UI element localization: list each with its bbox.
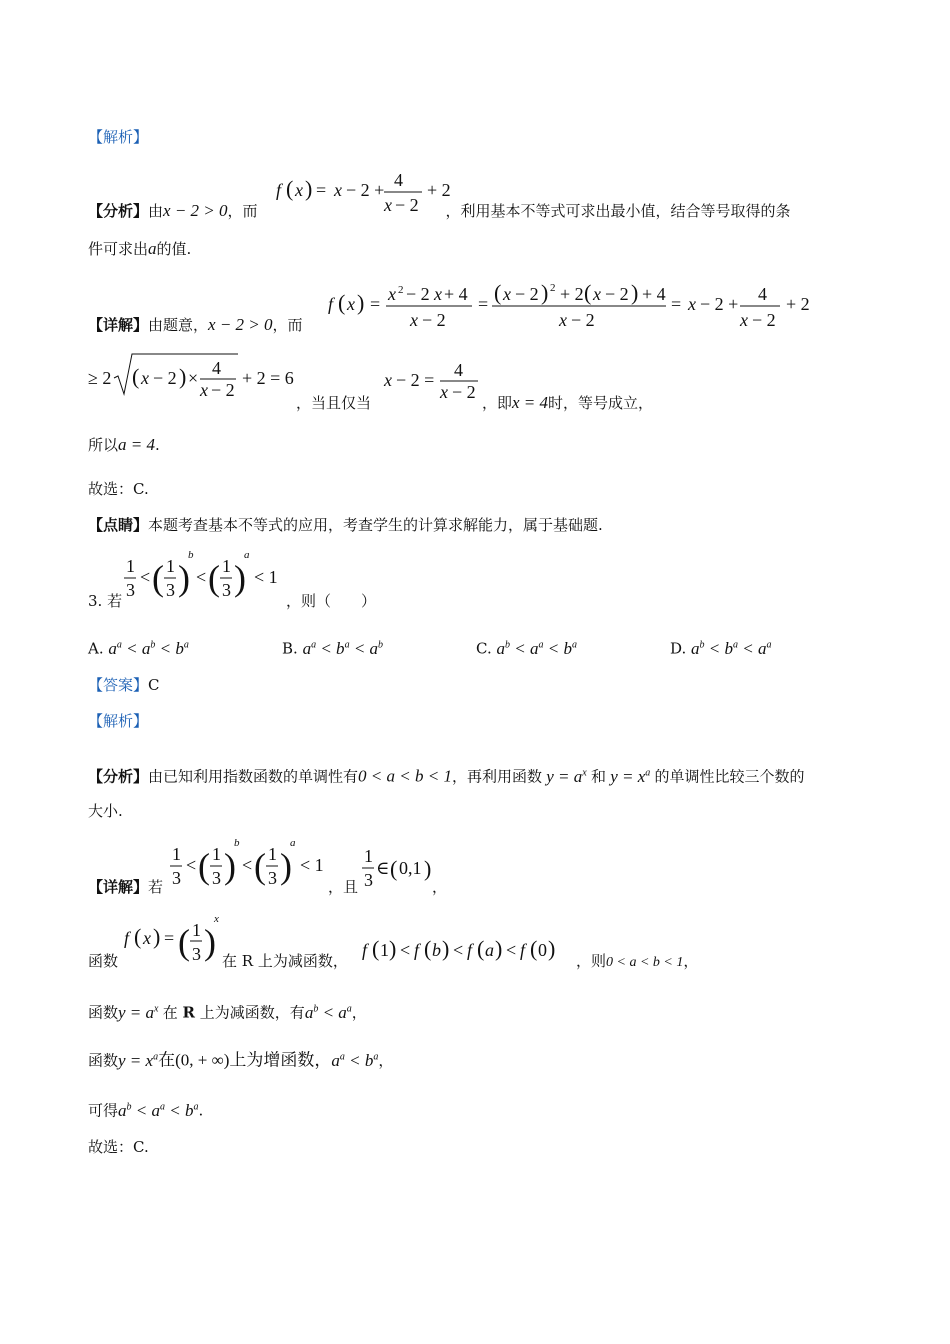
text: 可得 bbox=[88, 1101, 119, 1120]
detail2-line-2-a: 函数 bbox=[88, 952, 119, 970]
analysis2-line-1 bbox=[88, 762, 805, 788]
svg-text:): ) bbox=[357, 290, 365, 315]
svg-text:− 2: − 2 bbox=[211, 380, 235, 400]
text: ，而 bbox=[227, 202, 258, 220]
detail-tag: 【详解】 bbox=[88, 316, 149, 334]
svg-text:x: x bbox=[559, 310, 567, 330]
svg-text:≥ 2: ≥ 2 bbox=[88, 368, 112, 388]
svg-text:f: f bbox=[328, 294, 334, 314]
svg-text:(: ( bbox=[494, 280, 502, 305]
math-y-xa: $y = x^a$ bbox=[605, 766, 651, 786]
svg-text:<: < bbox=[453, 940, 464, 960]
math-var: a bbox=[148, 239, 157, 258]
svg-text:): ) bbox=[548, 936, 556, 961]
detail2-line-2-b: 在 R 上为减函数， bbox=[222, 952, 348, 970]
text: 若 bbox=[148, 878, 164, 896]
analysis-tag: 【分析】 bbox=[88, 202, 149, 220]
svg-text:): ) bbox=[234, 558, 246, 598]
option-label: A. bbox=[88, 639, 104, 658]
formula-detail-expansion bbox=[326, 280, 816, 340]
text: ， bbox=[378, 1051, 394, 1070]
analysis-line-2 bbox=[88, 238, 191, 260]
svg-text:<: < bbox=[506, 940, 517, 960]
math-condition: x − 2 > 0 bbox=[163, 201, 228, 220]
svg-text:− 2: − 2 bbox=[605, 284, 629, 304]
svg-text:− 2: − 2 bbox=[752, 310, 776, 330]
section-jiexi: 【解析】 bbox=[88, 128, 149, 146]
answer-tag: 【答案】 bbox=[88, 676, 149, 694]
svg-text:1: 1 bbox=[268, 844, 277, 864]
svg-text:=: = bbox=[370, 294, 381, 314]
detail2-line-2-c bbox=[576, 950, 698, 974]
svg-text:(: ( bbox=[198, 846, 210, 886]
svg-text:f: f bbox=[414, 940, 420, 960]
svg-text:x: x bbox=[434, 284, 442, 304]
math-x-eq: x = 4 bbox=[512, 393, 549, 412]
svg-text:(: ( bbox=[372, 936, 380, 961]
svg-text:): ) bbox=[280, 846, 292, 886]
svg-text:3: 3 bbox=[222, 580, 231, 600]
svg-text:=: = bbox=[671, 294, 682, 314]
detail2-tag: 【详解】 bbox=[88, 878, 149, 896]
text: ， bbox=[351, 1003, 367, 1022]
detail2-line-1-tail: ， bbox=[432, 878, 448, 896]
text: ，而 bbox=[272, 316, 303, 334]
remark-tag: 【点睛】 bbox=[88, 516, 149, 534]
svg-text:): ) bbox=[224, 846, 236, 886]
svg-text:): ) bbox=[178, 558, 190, 598]
svg-text:∈: ∈ bbox=[376, 858, 390, 878]
detail-answer: 故选：C. bbox=[88, 480, 149, 498]
svg-text:− 2 =: − 2 = bbox=[396, 370, 435, 390]
svg-text:+ 4: + 4 bbox=[642, 284, 666, 304]
svg-text:): ) bbox=[541, 280, 549, 305]
svg-text:x: x bbox=[143, 928, 151, 948]
svg-text:1: 1 bbox=[126, 556, 135, 576]
option-label: D. bbox=[670, 639, 687, 658]
svg-text:<: < bbox=[400, 940, 411, 960]
svg-text:x: x bbox=[384, 370, 392, 390]
text: . bbox=[155, 436, 160, 454]
detail2-answer: 故选：C. bbox=[88, 1138, 149, 1156]
text: ， bbox=[683, 952, 699, 970]
svg-text:1: 1 bbox=[166, 556, 175, 576]
svg-text:b: b bbox=[188, 549, 194, 561]
detail-line-1 bbox=[88, 314, 303, 336]
detail-line-2-tail bbox=[482, 392, 653, 414]
svg-text:3: 3 bbox=[212, 868, 221, 888]
svg-text:×: × bbox=[188, 368, 199, 388]
svg-text:(: ( bbox=[390, 856, 398, 881]
svg-text:+ 2 = 6: + 2 = 6 bbox=[242, 368, 294, 388]
svg-text:x: x bbox=[593, 284, 601, 304]
svg-text:=: = bbox=[164, 928, 175, 948]
text: ，则 bbox=[576, 952, 607, 970]
formula-fx-equals bbox=[272, 168, 462, 228]
text: 由题意， bbox=[148, 316, 209, 334]
svg-text:f: f bbox=[276, 180, 282, 200]
svg-text:x: x bbox=[384, 195, 392, 215]
svg-text:3: 3 bbox=[126, 580, 135, 600]
svg-text:f: f bbox=[362, 940, 368, 960]
svg-text:2: 2 bbox=[398, 284, 404, 296]
text: ，即 bbox=[482, 394, 513, 412]
svg-text:− 2: − 2 bbox=[515, 284, 539, 304]
svg-text:(: ( bbox=[134, 924, 142, 949]
math-y-xa: $y = x^a$ bbox=[118, 1050, 159, 1070]
svg-text:x: x bbox=[295, 180, 303, 200]
svg-text:− 2: − 2 bbox=[406, 284, 430, 304]
section-jiexi-2: 【解析】 bbox=[88, 712, 149, 730]
svg-text:x: x bbox=[388, 284, 396, 304]
math-y-ax: $y = a^x$ bbox=[541, 766, 587, 786]
svg-text:): ) bbox=[204, 922, 216, 962]
text: 所以 bbox=[88, 436, 119, 454]
svg-text:4: 4 bbox=[212, 358, 221, 378]
svg-text:− 2: − 2 bbox=[153, 368, 177, 388]
svg-text:): ) bbox=[424, 856, 432, 881]
svg-text:2: 2 bbox=[550, 282, 556, 294]
text: 在 bbox=[162, 1003, 178, 1022]
svg-text:x: x bbox=[214, 913, 219, 925]
svg-text:(: ( bbox=[584, 280, 592, 305]
svg-text:=: = bbox=[478, 294, 489, 314]
text-R: R bbox=[182, 1003, 196, 1022]
text: 在(0, + ∞)上为增函数， bbox=[158, 1050, 332, 1070]
math-condition: 0 < a < b < 1 bbox=[358, 766, 452, 786]
svg-text:f: f bbox=[124, 928, 130, 948]
text: 函数 bbox=[88, 1051, 119, 1070]
svg-text:4: 4 bbox=[394, 170, 403, 190]
detail2-line-3 bbox=[88, 998, 367, 1024]
svg-text:4: 4 bbox=[454, 360, 463, 380]
math-a-eq: a = 4 bbox=[118, 435, 155, 454]
text: . bbox=[198, 1101, 204, 1120]
text: ，利用基本不等式可求出最小值，结合等号取得的条 bbox=[445, 202, 791, 220]
text: 件可求出 bbox=[88, 240, 149, 258]
svg-text:(: ( bbox=[338, 290, 346, 315]
svg-text:− 2 +: − 2 + bbox=[700, 294, 739, 314]
svg-text:(: ( bbox=[477, 936, 485, 961]
math-condition: x − 2 > 0 bbox=[208, 315, 273, 334]
svg-text:): ) bbox=[495, 936, 503, 961]
formula-am-gm bbox=[88, 352, 308, 408]
svg-text:): ) bbox=[305, 176, 313, 201]
svg-text:1: 1 bbox=[364, 846, 373, 866]
formula-f-chain bbox=[360, 932, 580, 968]
detail2-line-4 bbox=[88, 1046, 393, 1072]
svg-text:a: a bbox=[244, 549, 250, 561]
q3-prefix: 3. 若 bbox=[88, 592, 123, 610]
detail-line-3 bbox=[88, 434, 160, 456]
svg-text:): ) bbox=[442, 936, 450, 961]
svg-text:− 2: − 2 bbox=[395, 195, 419, 215]
analysis2-line-2: 大小. bbox=[88, 802, 123, 820]
svg-text:x: x bbox=[334, 180, 342, 200]
formula-equality-condition bbox=[382, 356, 482, 412]
svg-text:− 2 +: − 2 + bbox=[346, 180, 385, 200]
svg-text:<: < bbox=[242, 855, 253, 875]
text: 本题考查基本不等式的应用，考查学生的计算求解能力，属于基础题. bbox=[148, 516, 603, 534]
option-d-math: $a^b < b^a < a^a$ bbox=[691, 638, 772, 658]
svg-text:x: x bbox=[440, 382, 448, 402]
formula-in-interval bbox=[362, 846, 442, 896]
svg-text:x: x bbox=[347, 294, 355, 314]
svg-text:(: ( bbox=[254, 846, 266, 886]
svg-text:(: ( bbox=[530, 936, 538, 961]
svg-text:(: ( bbox=[178, 922, 190, 962]
option-c[interactable] bbox=[476, 634, 577, 660]
formula-q3-condition bbox=[124, 550, 284, 610]
formula-fx-def bbox=[122, 910, 222, 970]
svg-text:x: x bbox=[740, 310, 748, 330]
svg-text:1: 1 bbox=[212, 844, 221, 864]
svg-text:(: ( bbox=[132, 364, 140, 389]
math-y-ax: $y = a^x$ bbox=[118, 1002, 159, 1022]
svg-text:− 2: − 2 bbox=[571, 310, 595, 330]
svg-text:− 2: − 2 bbox=[452, 382, 476, 402]
svg-text:1: 1 bbox=[380, 940, 389, 960]
svg-text:<: < bbox=[196, 567, 207, 587]
math-ab-lt-aa: $a^b < a^a$ bbox=[304, 1002, 352, 1022]
text: 由已知利用指数函数的单调性有 bbox=[148, 767, 359, 786]
svg-text:<: < bbox=[140, 567, 151, 587]
option-label: C. bbox=[476, 639, 492, 658]
svg-text:3: 3 bbox=[166, 580, 175, 600]
text: 的单调性比较三个数的 bbox=[654, 767, 805, 786]
svg-text:1: 1 bbox=[222, 556, 231, 576]
svg-text:< 1: < 1 bbox=[300, 855, 324, 875]
text: 和 bbox=[590, 767, 606, 786]
svg-text:=: = bbox=[316, 180, 327, 200]
svg-text:3: 3 bbox=[364, 870, 373, 890]
svg-text:): ) bbox=[179, 364, 187, 389]
math-final-chain: $a^b < a^a < b^a$ bbox=[118, 1100, 199, 1120]
option-b-math: $a^a < b^a < a^b$ bbox=[302, 638, 384, 658]
svg-text:1: 1 bbox=[172, 844, 181, 864]
math-aa-lt-ba: $a^a < b^a$ bbox=[331, 1050, 379, 1070]
svg-text:a: a bbox=[485, 940, 494, 960]
svg-text:0,1: 0,1 bbox=[399, 858, 422, 878]
svg-text:(: ( bbox=[424, 936, 432, 961]
option-a-math: $a^a < a^b < b^a$ bbox=[108, 638, 189, 658]
svg-text:x: x bbox=[200, 380, 208, 400]
svg-text:(: ( bbox=[208, 558, 220, 598]
text: ，当且仅当 bbox=[296, 394, 372, 412]
svg-text:a: a bbox=[290, 837, 296, 849]
detail2-line-1 bbox=[88, 876, 163, 898]
detail-line-2-text bbox=[296, 392, 371, 414]
math-condition: 0 < a < b < 1 bbox=[606, 955, 684, 970]
svg-text:): ) bbox=[153, 924, 161, 949]
option-c-math: $a^b < a^a < b^a$ bbox=[496, 638, 577, 658]
detail2-line-5 bbox=[88, 1096, 203, 1122]
svg-text:b: b bbox=[432, 940, 441, 960]
text: 时，等号成立， bbox=[548, 394, 654, 412]
svg-text:): ) bbox=[631, 280, 639, 305]
svg-text:− 2: − 2 bbox=[422, 310, 446, 330]
svg-text:1: 1 bbox=[192, 920, 201, 940]
text: 上为减函数，有 bbox=[199, 1003, 305, 1022]
svg-text:4: 4 bbox=[758, 284, 767, 304]
svg-text:f: f bbox=[520, 940, 526, 960]
svg-text:<: < bbox=[186, 855, 197, 875]
option-label: B. bbox=[282, 639, 298, 658]
remark-line bbox=[88, 514, 603, 536]
q3-suffix: ，则（ ） bbox=[286, 592, 377, 610]
text: 函数 bbox=[88, 1003, 119, 1022]
text: 由 bbox=[148, 202, 164, 220]
svg-text:3: 3 bbox=[172, 868, 181, 888]
svg-text:f: f bbox=[467, 940, 473, 960]
answer-value: C bbox=[148, 676, 160, 694]
analysis2-tag: 【分析】 bbox=[88, 767, 149, 786]
svg-text:+ 2: + 2 bbox=[786, 294, 810, 314]
svg-text:(: ( bbox=[286, 176, 294, 201]
text: 的值. bbox=[156, 240, 192, 258]
svg-text:+ 2: + 2 bbox=[560, 284, 584, 304]
svg-text:b: b bbox=[234, 837, 240, 849]
svg-text:< 1: < 1 bbox=[254, 567, 278, 587]
answer-line bbox=[88, 674, 160, 696]
svg-text:x: x bbox=[503, 284, 511, 304]
svg-text:3: 3 bbox=[192, 944, 201, 964]
svg-text:x: x bbox=[141, 368, 149, 388]
svg-text:x: x bbox=[410, 310, 418, 330]
option-a[interactable] bbox=[88, 634, 189, 660]
formula-detail2-condition bbox=[170, 838, 330, 898]
option-d[interactable] bbox=[670, 634, 772, 660]
detail2-line-1-mid: ，且 bbox=[328, 878, 359, 896]
svg-text:0: 0 bbox=[538, 940, 547, 960]
svg-text:+ 2: + 2 bbox=[427, 180, 451, 200]
svg-text:(: ( bbox=[152, 558, 164, 598]
option-b[interactable] bbox=[282, 634, 383, 660]
svg-text:x: x bbox=[688, 294, 696, 314]
svg-text:): ) bbox=[389, 936, 397, 961]
svg-text:+ 4: + 4 bbox=[444, 284, 468, 304]
svg-text:3: 3 bbox=[268, 868, 277, 888]
text: ，再利用函数 bbox=[451, 767, 542, 786]
